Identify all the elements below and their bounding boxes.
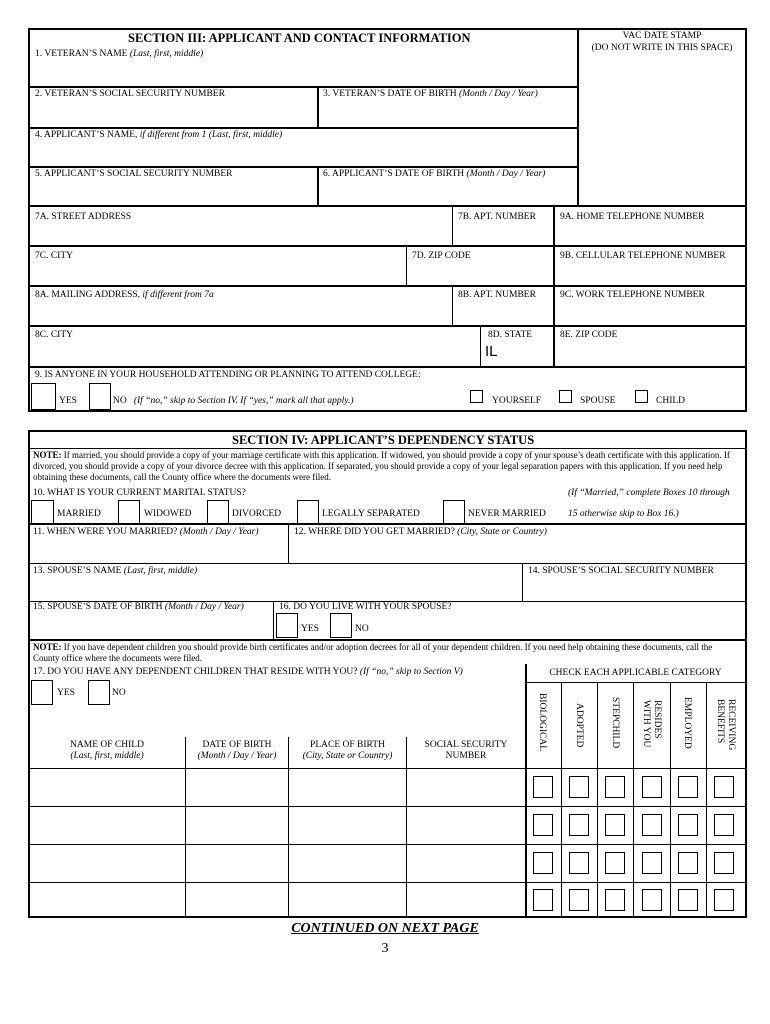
widowed-label: WIDOWED xyxy=(144,509,192,519)
field-7c-label: 7C. CITY xyxy=(35,251,73,261)
field-10-hint-1: (If “Married,” complete Boxes 10 through xyxy=(568,488,730,498)
check-category-header: CHECK EACH APPLICABLE CATEGORY xyxy=(549,668,722,678)
field-8e-label: 8E. ZIP CODE xyxy=(560,330,618,340)
field-10-label: 10. WHAT IS YOUR CURRENT MARITAL STATUS? xyxy=(33,488,246,498)
continued-on-next-page: CONTINUED ON NEXT PAGE xyxy=(291,921,479,936)
row4-employed-checkbox[interactable] xyxy=(678,889,698,911)
marriage-note: NOTE: If married, you should provide a copy of your marriage certificate with this application. If widowed, you should provide a copy of your spouse’s death certificate with this application. If divorced, you should provide a copy of your divorce decree with this application. If separated, you should provide a copy of your legal separation papers with this application. If you need help obtaining these documents, call the County office where the documents were filed. xyxy=(33,450,730,482)
live-with-spouse-no-checkbox[interactable] xyxy=(330,613,352,638)
college-yes-label: YES xyxy=(59,396,77,406)
col-date-of-birth: DATE OF BIRTH (Month / Day / Year) xyxy=(197,740,277,761)
field-9a-label: 9A. HOME TELEPHONE NUMBER xyxy=(560,212,705,222)
married-label: MARRIED xyxy=(57,509,101,519)
widowed-checkbox[interactable] xyxy=(118,500,140,525)
col-social-security-number: SOCIAL SECURITY NUMBER xyxy=(424,740,508,761)
section-3-title: SECTION III: APPLICANT AND CONTACT INFORMATION xyxy=(128,31,471,45)
row1-resides-checkbox[interactable] xyxy=(642,776,662,798)
col-place-of-birth: PLACE OF BIRTH (City, State or Country) xyxy=(302,740,393,761)
field-15-label: 15. SPOUSE’S DATE OF BIRTH (Month / Day / Year) xyxy=(33,602,244,612)
field-17-label: 17. DO YOU HAVE ANY DEPENDENT CHILDREN THAT RESIDE WITH YOU? (If “no,” skip to Section V) xyxy=(33,667,463,677)
field-9c-label: 9C. WORK TELEPHONE NUMBER xyxy=(560,290,705,300)
children-yes-checkbox[interactable] xyxy=(31,680,53,705)
field-8d-label: 8D. STATE xyxy=(488,330,533,340)
vac-date-stamp-note: (DO NOT WRITE IN THIS SPACE) xyxy=(591,43,733,53)
row2-employed-checkbox[interactable] xyxy=(678,814,698,836)
state-value: IL xyxy=(485,343,498,360)
category-biological: BIOLOGICAL xyxy=(537,693,547,752)
field-16-label: 16. DO YOU LIVE WITH YOUR SPOUSE? xyxy=(279,602,452,612)
children-yes-label: YES xyxy=(57,688,75,698)
college-spouse-label: SPOUSE xyxy=(580,396,616,406)
college-yourself-checkbox[interactable] xyxy=(470,390,483,403)
legally-separated-label: LEGALLY SEPARATED xyxy=(322,509,420,519)
married-checkbox[interactable] xyxy=(31,500,54,525)
field-1-label: 1. VETERAN’S NAME (Last, first, middle) xyxy=(35,49,204,59)
state-field[interactable] xyxy=(482,340,552,366)
children-no-checkbox[interactable] xyxy=(88,680,110,705)
row1-adopted-checkbox[interactable] xyxy=(569,776,589,798)
live-with-spouse-no-label: NO xyxy=(355,624,369,634)
row3-employed-checkbox[interactable] xyxy=(678,852,698,874)
field-8a-label: 8A. MAILING ADDRESS, if different from 7a xyxy=(35,290,214,300)
category-employed: EMPLOYED xyxy=(682,697,692,749)
field-9-label: 9. IS ANYONE IN YOUR HOUSEHOLD ATTENDING OR PLANNING TO ATTEND COLLEGE: xyxy=(35,370,421,380)
category-resides-with-you: RESIDES WITH YOU xyxy=(641,700,662,748)
row4-biological-checkbox[interactable] xyxy=(533,889,553,911)
category-adopted: ADOPTED xyxy=(574,703,584,748)
field-8c-label: 8C. CITY xyxy=(35,330,73,340)
children-note: NOTE: If you have dependent children you should provide birth certificates and/or adoption decrees for all of your dependent children. If you need help obtaining these documents, call the County office where the documents were filed. xyxy=(33,642,713,663)
row4-stepchild-checkbox[interactable] xyxy=(605,889,625,911)
college-no-checkbox[interactable] xyxy=(89,383,111,410)
field-12-label: 12. WHERE DID YOU GET MARRIED? (City, State or Country) xyxy=(294,527,547,537)
row4-adopted-checkbox[interactable] xyxy=(569,889,589,911)
field-8b-label: 8B. APT. NUMBER xyxy=(458,290,536,300)
field-3-label: 3. VETERAN’S DATE OF BIRTH (Month / Day / Year) xyxy=(323,89,538,99)
row2-receiving-checkbox[interactable] xyxy=(714,814,734,836)
field-11-label: 11. WHEN WERE YOU MARRIED? (Month / Day / Year) xyxy=(33,527,259,537)
category-receiving-benefits: RECEIVING BENEFITS xyxy=(715,699,736,751)
row1-employed-checkbox[interactable] xyxy=(678,776,698,798)
row3-stepchild-checkbox[interactable] xyxy=(605,852,625,874)
divorced-checkbox[interactable] xyxy=(207,500,229,525)
field-9b-label: 9B. CELLULAR TELEPHONE NUMBER xyxy=(560,251,726,261)
field-2-label: 2. VETERAN’S SOCIAL SECURITY NUMBER xyxy=(35,89,225,99)
field-7a-label: 7A. STREET ADDRESS xyxy=(35,212,132,222)
field-7b-label: 7B. APT. NUMBER xyxy=(458,212,536,222)
field-6-label: 6. APPLICANT’S DATE OF BIRTH (Month / Day / Year) xyxy=(323,169,546,179)
college-spouse-checkbox[interactable] xyxy=(559,390,572,403)
row1-receiving-checkbox[interactable] xyxy=(714,776,734,798)
field-7d-label: 7D. ZIP CODE xyxy=(412,251,471,261)
row4-receiving-checkbox[interactable] xyxy=(714,889,734,911)
college-child-checkbox[interactable] xyxy=(635,390,648,403)
row2-adopted-checkbox[interactable] xyxy=(569,814,589,836)
divorced-label: DIVORCED xyxy=(232,509,282,519)
row2-stepchild-checkbox[interactable] xyxy=(605,814,625,836)
legally-separated-checkbox[interactable] xyxy=(297,500,319,525)
never-married-label: NEVER MARRIED xyxy=(468,509,546,519)
college-no-label: NO (If “no,” skip to Section IV. If “yes,” mark all that apply.) xyxy=(113,396,354,406)
row2-biological-checkbox[interactable] xyxy=(533,814,553,836)
row2-resides-checkbox[interactable] xyxy=(642,814,662,836)
live-with-spouse-yes-label: YES xyxy=(301,624,319,634)
row4-resides-checkbox[interactable] xyxy=(642,889,662,911)
college-yourself-label: YOURSELF xyxy=(492,396,542,406)
vac-date-stamp-title: VAC DATE STAMP xyxy=(622,31,702,41)
section-4-title: SECTION IV: APPLICANT’S DEPENDENCY STATUS xyxy=(232,433,535,447)
row1-stepchild-checkbox[interactable] xyxy=(605,776,625,798)
college-child-label: CHILD xyxy=(656,396,686,406)
row1-biological-checkbox[interactable] xyxy=(533,776,553,798)
row3-adopted-checkbox[interactable] xyxy=(569,852,589,874)
field-5-label: 5. APPLICANT’S SOCIAL SECURITY NUMBER xyxy=(35,169,233,179)
field-4-label: 4. APPLICANT’S NAME, if different from 1 (Last, first, middle) xyxy=(35,130,283,140)
category-stepchild: STEPCHILD xyxy=(610,697,620,749)
row3-receiving-checkbox[interactable] xyxy=(714,852,734,874)
field-10-hint-2: 15 otherwise skip to Box 16.) xyxy=(568,509,679,519)
college-yes-checkbox[interactable] xyxy=(31,383,56,410)
row3-resides-checkbox[interactable] xyxy=(642,852,662,874)
page-number: 3 xyxy=(381,941,389,956)
live-with-spouse-yes-checkbox[interactable] xyxy=(276,613,298,638)
row3-biological-checkbox[interactable] xyxy=(533,852,553,874)
col-name-of-child: NAME OF CHILD (Last, first, middle) xyxy=(70,740,144,761)
never-married-checkbox[interactable] xyxy=(443,500,465,525)
children-no-label: NO xyxy=(112,688,126,698)
field-13-label: 13. SPOUSE’S NAME (Last, first, middle) xyxy=(33,566,198,576)
field-14-label: 14. SPOUSE’S SOCIAL SECURITY NUMBER xyxy=(528,566,714,576)
